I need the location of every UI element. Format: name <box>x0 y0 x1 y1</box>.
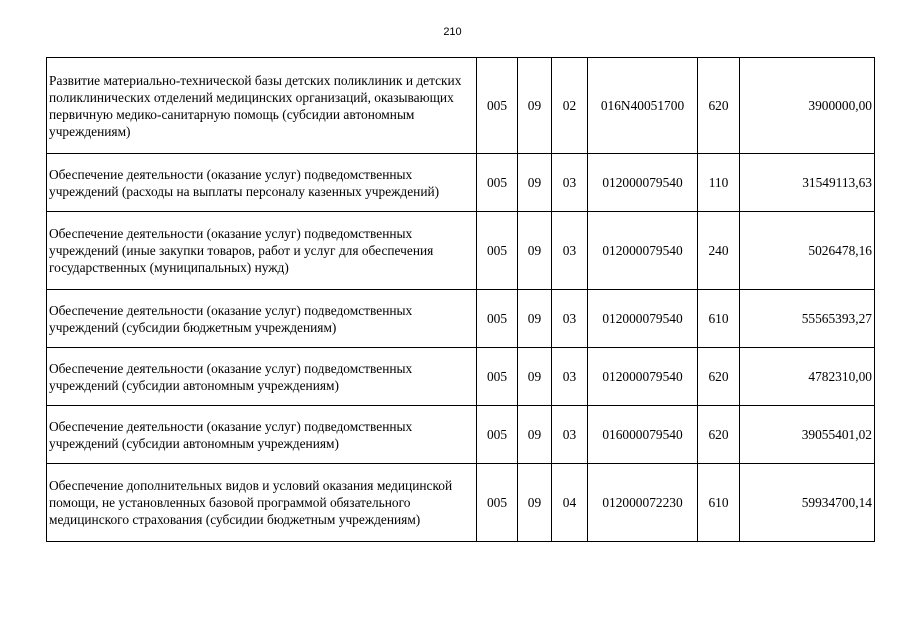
section-code: 09 <box>518 212 552 290</box>
amount: 39055401,02 <box>740 406 875 464</box>
expense-type: 620 <box>698 406 740 464</box>
subsection-code: 03 <box>552 348 588 406</box>
table-row <box>47 212 875 290</box>
target-article: 012000079540 <box>588 212 698 290</box>
amount: 55565393,27 <box>740 290 875 348</box>
table-row <box>47 348 875 406</box>
subsection-code: 03 <box>552 290 588 348</box>
subsection-code: 03 <box>552 406 588 464</box>
section-code: 09 <box>518 348 552 406</box>
section-code: 09 <box>518 290 552 348</box>
amount: 5026478,16 <box>740 212 875 290</box>
expense-type: 620 <box>698 58 740 154</box>
row-description: Обеспечение деятельности (оказание услуг) подведомственных учреждений (иные закупки товаров, работ и услуг для обеспечения государственных (муниципальных) нужд) <box>47 212 477 290</box>
target-article: 012000079540 <box>588 154 698 212</box>
table-row <box>47 154 875 212</box>
expense-type: 620 <box>698 348 740 406</box>
subsection-code: 03 <box>552 212 588 290</box>
ministry-code: 005 <box>477 290 518 348</box>
section-code: 09 <box>518 464 552 542</box>
amount: 4782310,00 <box>740 348 875 406</box>
target-article: 012000072230 <box>588 464 698 542</box>
ministry-code: 005 <box>477 212 518 290</box>
ministry-code: 005 <box>477 464 518 542</box>
ministry-code: 005 <box>477 154 518 212</box>
subsection-code: 04 <box>552 464 588 542</box>
page-number: 210 <box>443 26 462 38</box>
section-code: 09 <box>518 406 552 464</box>
expense-type: 240 <box>698 212 740 290</box>
expense-type: 110 <box>698 154 740 212</box>
target-article: 012000079540 <box>588 348 698 406</box>
section-code: 09 <box>518 154 552 212</box>
target-article: 016N40051700 <box>588 58 698 154</box>
row-description: Обеспечение деятельности (оказание услуг) подведомственных учреждений (субсидии автономным учреждениям) <box>47 348 477 406</box>
table-row <box>47 464 875 542</box>
subsection-code: 02 <box>552 58 588 154</box>
section-code: 09 <box>518 58 552 154</box>
amount: 31549113,63 <box>740 154 875 212</box>
ministry-code: 005 <box>477 58 518 154</box>
amount: 59934700,14 <box>740 464 875 542</box>
expense-type: 610 <box>698 290 740 348</box>
target-article: 016000079540 <box>588 406 698 464</box>
table-row <box>47 290 875 348</box>
row-description: Обеспечение деятельности (оказание услуг) подведомственных учреждений (расходы на выплаты персоналу казенных учреждений) <box>47 154 477 212</box>
table-row <box>47 58 875 154</box>
row-description: Обеспечение деятельности (оказание услуг) подведомственных учреждений (субсидии бюджетным учреждениям) <box>47 290 477 348</box>
row-description: Обеспечение деятельности (оказание услуг) подведомственных учреждений (субсидии автономным учреждениям) <box>47 406 477 464</box>
expense-type: 610 <box>698 464 740 542</box>
row-description: Развитие материально-технической базы детских поликлиник и детских поликлинических отделений медицинских организаций, оказывающих первичную медико-санитарную помощь (субсидии автономным учреждениям) <box>47 58 477 154</box>
row-description: Обеспечение дополнительных видов и условий оказания медицинской помощи, не установленных базовой программой обязательного медицинского страхования (субсидии бюджетным учреждениям) <box>47 464 477 542</box>
budget-table <box>46 57 875 542</box>
ministry-code: 005 <box>477 348 518 406</box>
target-article: 012000079540 <box>588 290 698 348</box>
subsection-code: 03 <box>552 154 588 212</box>
ministry-code: 005 <box>477 406 518 464</box>
amount: 3900000,00 <box>740 58 875 154</box>
table-row <box>47 406 875 464</box>
